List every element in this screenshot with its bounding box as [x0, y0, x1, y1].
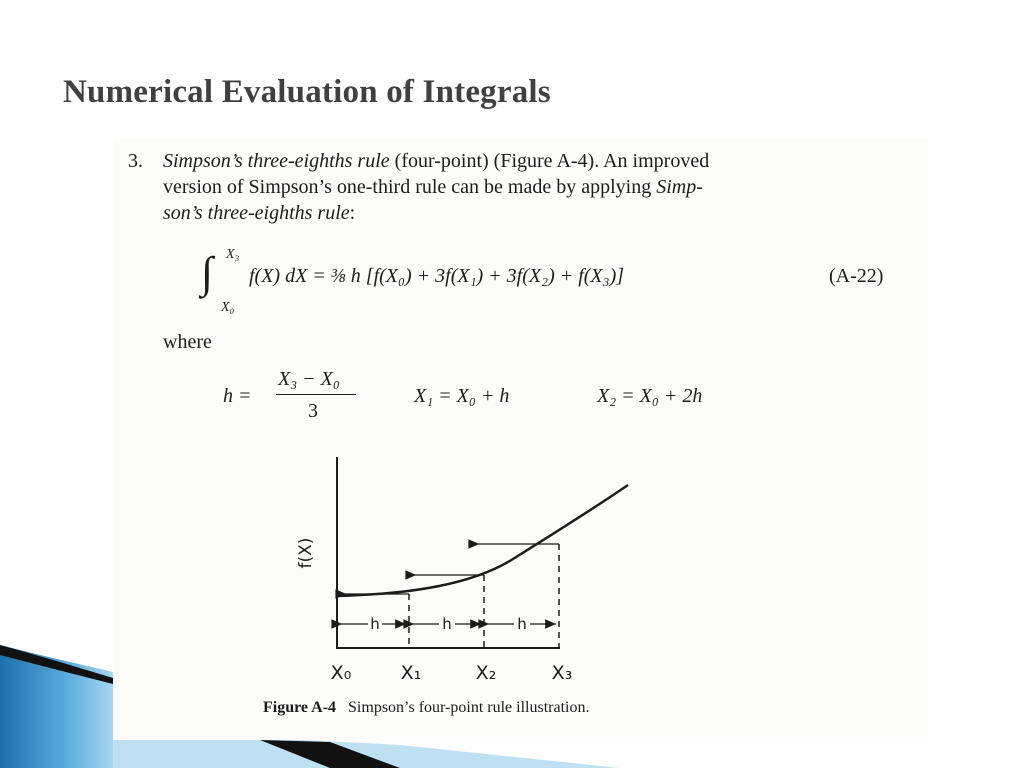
- line3-text: :: [349, 202, 356, 224]
- h-label-1: h: [370, 615, 380, 633]
- x-tick-x3: X₃: [551, 662, 573, 684]
- line2-italic: Simp-: [656, 176, 703, 198]
- where-label: where: [163, 331, 212, 353]
- h-numerator: X₃ − X₀: [278, 368, 340, 390]
- caption-label: Figure A-4: [263, 699, 337, 716]
- x2-definition: X₂ = X₀ + 2h: [597, 385, 703, 407]
- figure-caption: [263, 699, 589, 717]
- line2-text: version of Simpson’s one-third rule can be made by applying: [163, 176, 657, 198]
- item-number: 3.: [128, 150, 143, 172]
- integral-lower-limit: X₀: [221, 300, 235, 315]
- y-axis-label: f(X): [296, 537, 316, 569]
- x-tick-x1: X₁: [400, 662, 422, 684]
- equation-number: (A-22): [829, 265, 884, 287]
- h-label-3: h: [517, 615, 527, 633]
- h-denominator: 3: [308, 400, 318, 422]
- h-label-2: h: [442, 615, 452, 633]
- x-tick-x0: X₀: [330, 662, 352, 684]
- caption-text: Simpson’s four-point rule illustration.: [348, 699, 590, 716]
- x-tick-x2: X₂: [475, 662, 497, 684]
- slide-title: Numerical Evaluation of Integrals: [63, 74, 551, 110]
- h-definition-lhs: h =: [223, 385, 252, 407]
- x1-definition: X₁ = X₀ + h: [414, 385, 510, 407]
- simpson-equation: f(X) dX = ⅜ h [f(X₀) + 3f(X₁) + 3f(X₂) + f(X₃)]: [249, 265, 625, 287]
- figure-a4: [113, 139, 928, 740]
- line3-italic: son’s three-eighths rule: [163, 202, 350, 224]
- textbook-excerpt: [113, 139, 928, 740]
- integral-sign: ∫: [201, 248, 214, 297]
- line1-text: (four-point) (Figure A-4). An improved: [389, 150, 710, 172]
- function-curve: [337, 485, 628, 596]
- integral-upper-limit: X₃: [226, 247, 240, 262]
- rule-name: Simpson’s three-eighths rule: [163, 150, 390, 172]
